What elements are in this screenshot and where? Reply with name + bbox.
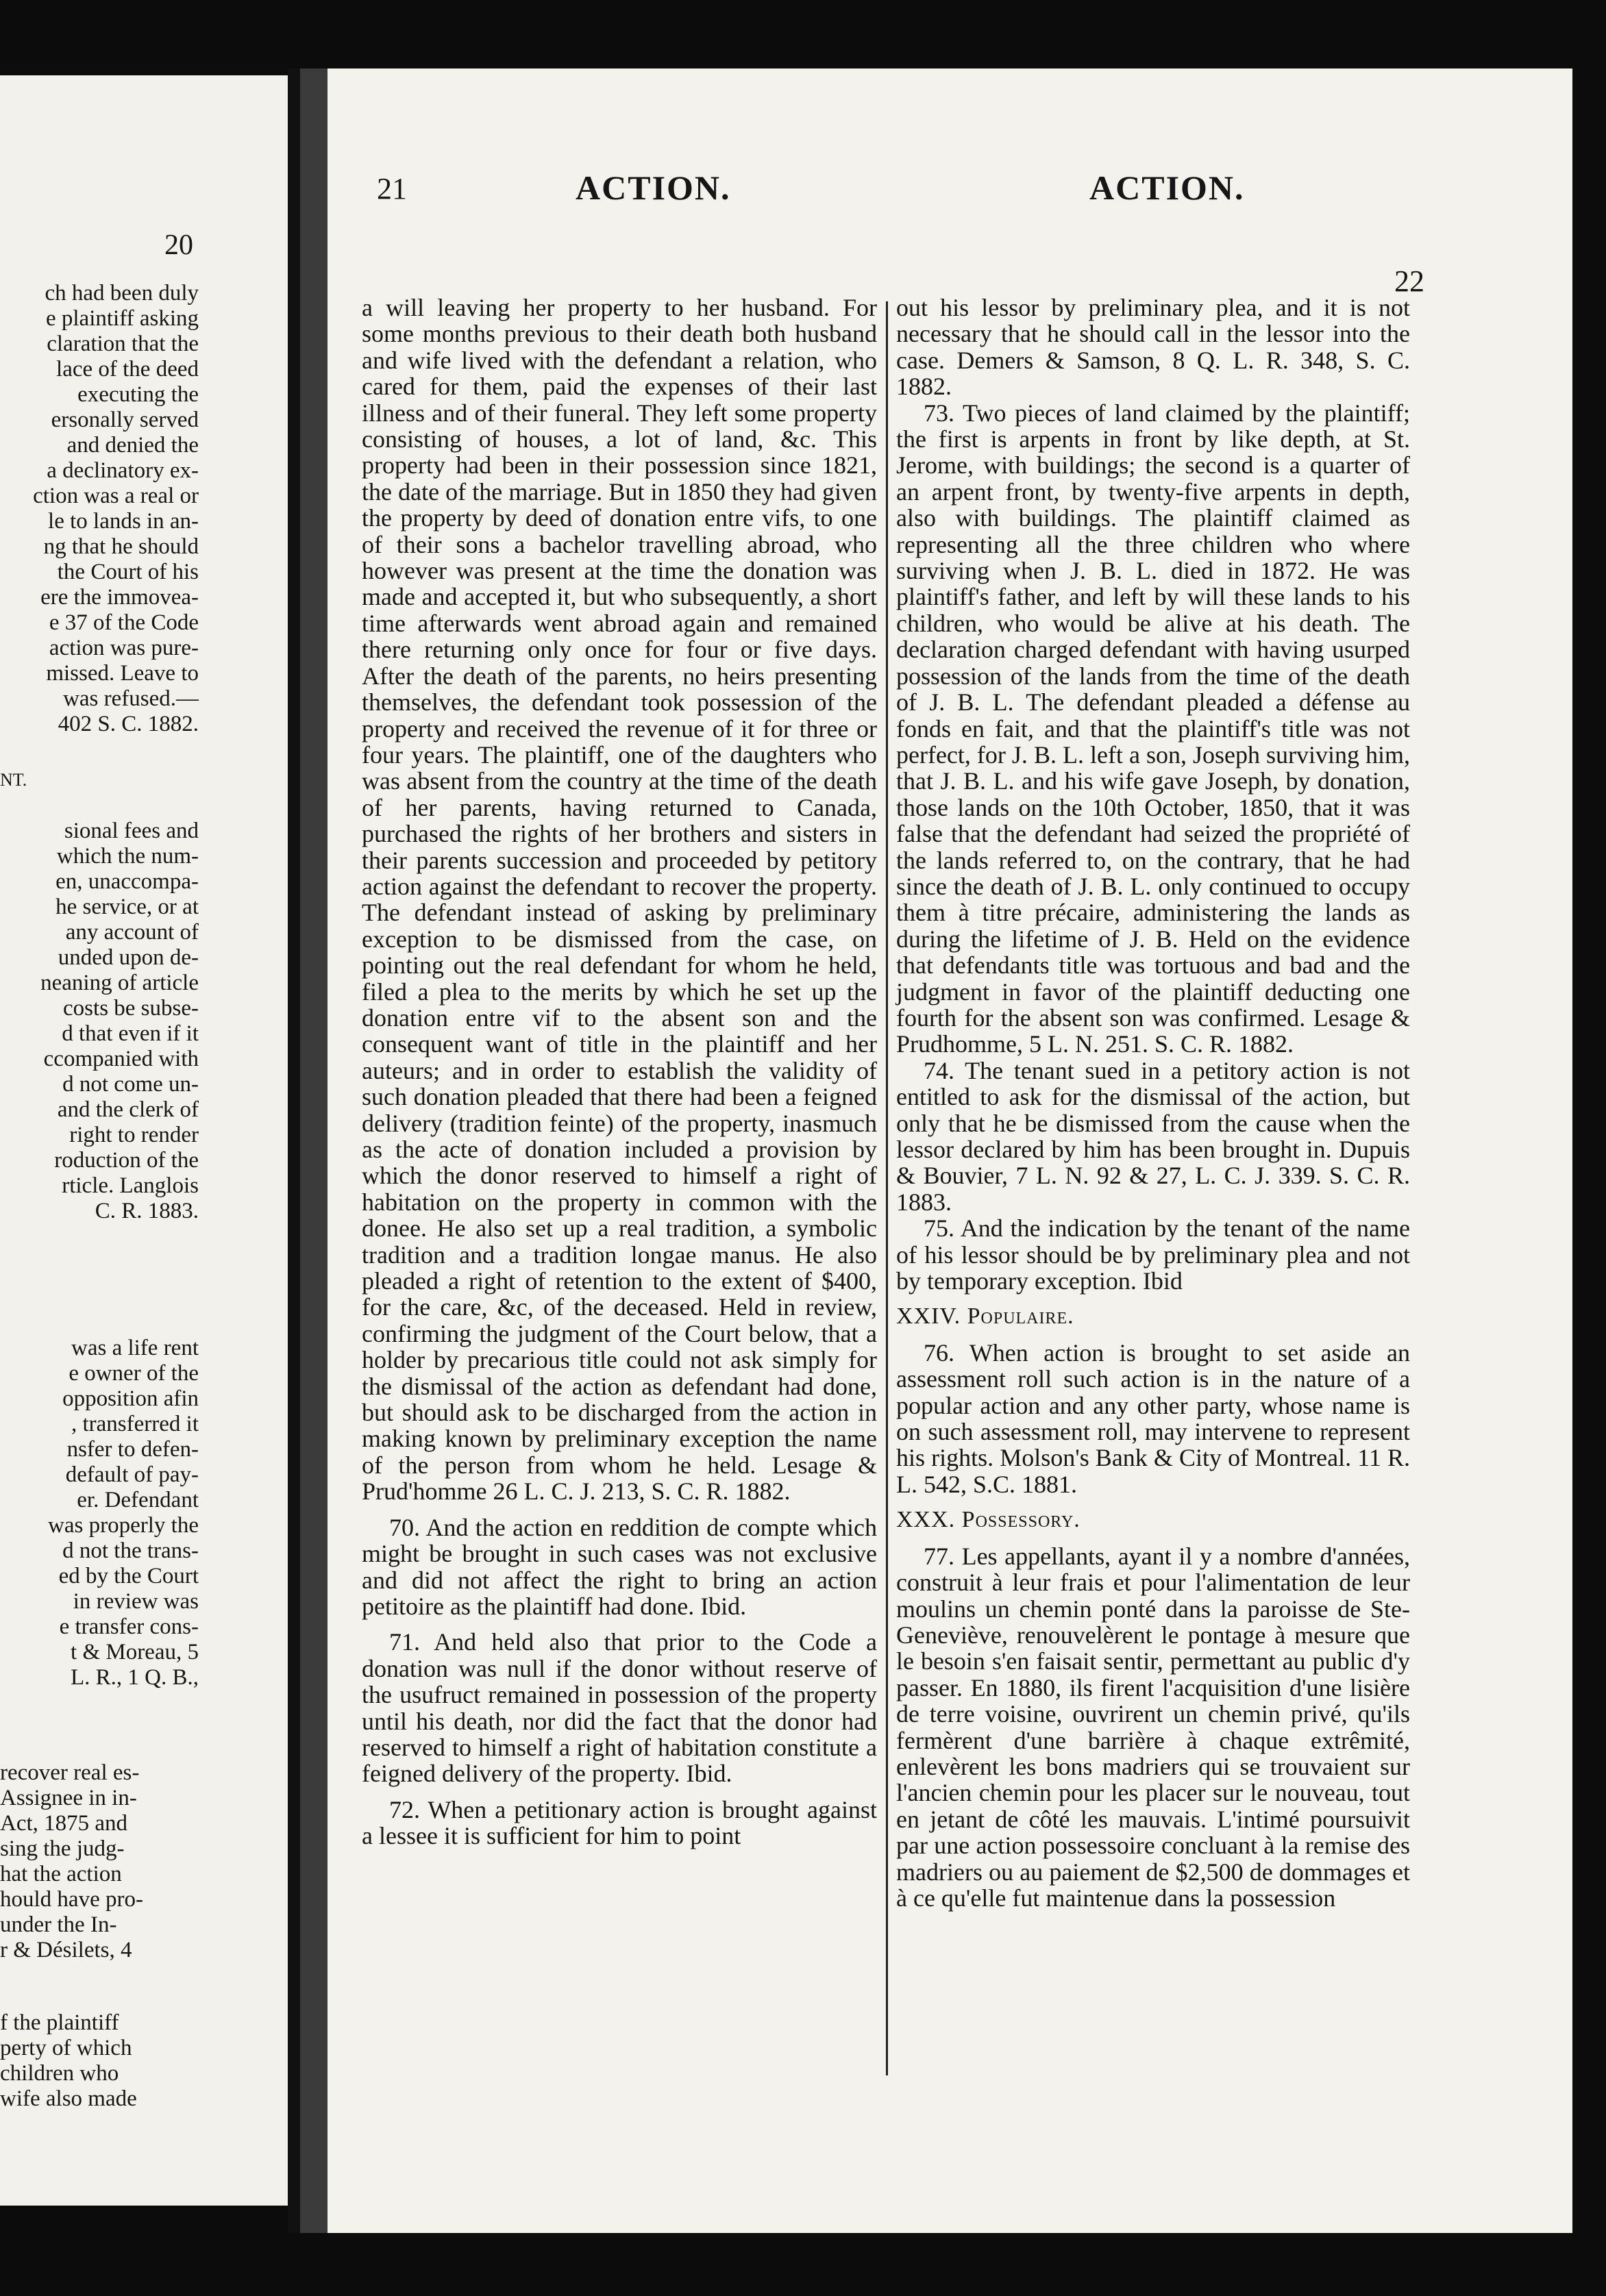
left-page-line: was properly the — [48, 1513, 199, 1538]
left-page-line: d not come un- — [62, 1072, 199, 1097]
left-page-line: ed by the Court — [58, 1564, 199, 1588]
left-page-line: le to lands in an- — [48, 509, 199, 534]
left-page-number: 20 — [164, 229, 193, 261]
paragraph-76: 76. When action is brought to set aside an assessment roll such action is in the nature of a popular action and any other party, whose name is on such assessment roll, may intervene to represent his rights. Molson's Bank & City of Montreal. 11 R. L. 542, S.C. 1881. — [896, 1338, 1410, 1498]
left-page-line: claration that the — [47, 332, 199, 356]
paragraph-69-continued: a will leaving her property to her husband. For some months previous to their death both husband and wife lived with the defendant a relation, who cared for them, paid the expenses of their last illness and of their funeral. They left some property consisting of houses, a lot of land, &c. This property had been in their possession since 1821, the date of the marriage. But in 1850 they had given the property by deed of donation entre vifs, to one of their sons a bachelor travelling abroad, who however was present at the time the donation was made and accepted it, but who subsequently, a short time afterwards went abroad again and remained there returning only once for four or five days. After the death of the parents, no heirs presenting themselves, the defendant took possession of the property and received the revenue of it for three or four years. The plaintiff, one of the daughters who was absent from the country at the time of the death of her parents, having returned to Canada, purchased the rights of her brothers and sisters in their parents succession and proceeded by petitory action against the defendant to recover the property. The defendant instead of asking by preliminary exception to be dismissed from the case, on pointing out the real defendant for whom he held, filed a plea to the merits by which he set up the donation entre vif to the absent son and the consequent want of title in the plaintiff and her auteurs; and in order to establish the validity of such donation pleaded that there had been a feigned delivery (tradition feinte) of the property, inasmuch as the acte of donation included a provision by which the donor reserved to himself a right of habitation on the property in common with the donee. He also set up a real tradition, a symbolic tradition and a tradition longae manus. He also pleaded a right of retention to the extent of $400, for the care, &c, of the deceased. Held in review, confirming the judgment of the Court below, that a holder by precarious title could not ask simply for the dismissal of the action as defendant had done, but should ask to be discharged from the action in making known by preliminary exception the name of the person from whom he held. Lesage & Prud'homme 26 L. C. J. 213, S. C. R. 1882. — [362, 294, 877, 1506]
left-page-line: roduction of the — [54, 1148, 199, 1173]
left-block-e — [0, 2010, 199, 2112]
left-page-line: in review was — [73, 1589, 199, 1614]
column-right — [896, 295, 1410, 1911]
left-block-d — [0, 1760, 199, 1963]
left-page-line: which the num- — [56, 844, 199, 869]
left-page-line: ction was a real or — [33, 484, 199, 508]
left-page-line: sional fees and — [64, 819, 199, 843]
paragraph-71: 71. And held also that prior to the Code a donation was null if the donor without reserve of the usufruct remained in possession of the property until his death, nor did the fact that the donor had reserved to himself a right of habitation constitute a feigned delivery of the property. Ibid. — [362, 1628, 877, 1788]
left-page-line: sing the judg- — [0, 1836, 125, 1861]
left-page-line: lace of the deed — [56, 357, 199, 382]
left-page-line: any account of — [65, 920, 199, 945]
left-page-line: unded upon de- — [58, 945, 199, 970]
left-page-line: 402 S. C. 1882. — [58, 712, 199, 736]
section-heading-xxx: XXX. Possessory. — [896, 1507, 1080, 1533]
left-page-line: L. R., 1 Q. B., — [70, 1665, 199, 1690]
left-block-b — [0, 819, 199, 1224]
left-page-line: and the clerk of — [57, 1097, 199, 1122]
left-page-line: , transferred it — [71, 1412, 199, 1436]
paragraph-75: 75. And the indication by the tenant of the name of his lessor should be by preliminary plea and not by temporary exception. Ibid — [896, 1214, 1410, 1295]
left-page-line: e plaintiff asking — [45, 306, 199, 331]
page-gutter-shadow — [300, 68, 328, 2233]
left-page-line: was a life rent — [71, 1336, 199, 1360]
section-heading-xxiv: XXIV. Populaire. — [896, 1303, 1074, 1330]
left-page-line: C. R. 1883. — [95, 1199, 199, 1223]
left-page-line: r & Désilets, 4 — [0, 1938, 132, 1962]
left-page-line: ersonally served — [51, 408, 199, 432]
left-page-line: recover real es- — [0, 1760, 140, 1785]
left-page-line: he service, or at — [55, 895, 199, 919]
left-page-line: ng that he should — [43, 534, 199, 559]
left-block-a — [0, 281, 199, 737]
left-page-line: e owner of the — [69, 1361, 199, 1386]
left-page-line: neaning of article — [40, 971, 199, 995]
left-page-line: action was pure- — [49, 636, 199, 660]
left-page-line: d that even if it — [62, 1021, 199, 1046]
left-page-line: was refused.— — [63, 686, 199, 711]
left-page-line: right to render — [69, 1123, 199, 1147]
left-page-line: e 37 of the Code — [49, 610, 199, 635]
left-page-line: nsfer to defen- — [66, 1437, 199, 1462]
left-page-line: ccompanied with — [43, 1047, 199, 1071]
left-page-line: rticle. Langlois — [62, 1173, 199, 1198]
left-page-line: en, unaccompa- — [55, 869, 199, 894]
page-number-22: 22 — [1394, 264, 1424, 298]
left-page-line: a declinatory ex- — [47, 458, 199, 483]
left-page-line: Act, 1875 and — [0, 1811, 128, 1836]
left-page-line: default of pay- — [65, 1462, 199, 1487]
left-page-line: d not the trans- — [62, 1538, 199, 1563]
paragraph-74: 74. The tenant sued in a petitory action is not entitled to ask for the dismissal of the action, but only that he be dismissed from the cause when the lessor declared by him has been brought in. Dupuis & Bouvier, 7 L. N. 92 & 27, L. C. J. 339. S. C. R. 1883. — [896, 1056, 1410, 1216]
left-page-line: t & Moreau, 5 — [71, 1640, 199, 1664]
left-page-line: perty of which — [0, 2036, 132, 2060]
left-page-line: f the plaintiff — [0, 2010, 119, 2035]
left-page-line: missed. Leave to — [46, 661, 199, 686]
left-page-line: er. Defendant — [77, 1488, 199, 1512]
left-page-line: and denied the — [66, 433, 199, 458]
left-block-c — [0, 1336, 199, 1690]
left-section-label: NT. — [0, 770, 27, 790]
left-page-line: hould have pro- — [0, 1887, 143, 1912]
running-title-left: ACTION. — [576, 169, 731, 207]
column-left — [362, 295, 877, 1849]
left-page-line: the Court of his — [57, 560, 199, 584]
column-divider — [886, 301, 888, 2075]
left-page-line: e transfer cons- — [59, 1614, 199, 1639]
left-page-line: under the In- — [0, 1912, 117, 1937]
running-title-right: ACTION. — [1089, 169, 1245, 207]
left-page-line: executing the — [77, 382, 199, 407]
left-page-line: children who — [0, 2061, 119, 2086]
left-page-line: ere the immovea- — [40, 585, 199, 610]
book-binding — [288, 68, 301, 2233]
paragraph-77: 77. Les appellants, ayant il y a nombre d'années, construit à leur frais et pour l'alimentation de leur moulins un chemin ponté dans la paroisse de Ste-Geneviève, renouvelèrent le pontage à mesure que le besoin s'en faisait sentir, permettant au public d'y passer. En 1880, ils firent l'acquisition d'une lisière de terre voisine, ouvrirent un chemin privé, qu'ils fermèrent d'une barrière à chaque extrêmité, enlevèrent les bons madriers qui se trouvaient sur l'ancien chemin pour les placer sur le nouveau, tout en jetant de côté les mauvais. L'intimé poursuivit par une action possessoire concluant à la remise des madriers ou au paiement de $2,500 de dommages et à ce qu'elle fut maintenue dans la possession — [896, 1542, 1410, 1912]
paragraph-70: 70. And the action en reddition de compte which might be brought in such cases was not exclusive and did not affect the right to bring an action petitoire as the plaintiff had done. Ibid. — [362, 1513, 877, 1620]
paragraph-73: 73. Two pieces of land claimed by the plaintiff; the first is arpents in front by like depth, at St. Jerome, with buildings; the second is a quarter of an arpent front, by twenty-five arpents in depth, also with buildings. The plaintiff claimed as representing all the three children who where surviving when J. B. L. died in 1872. He was plaintiff's father, and left by will these lands to his children, who would be alive at his death. The declaration charged defendant with having usurped possession of the lands from the time of the death of J. B. L. The defendant pleaded a défense au fonds en fait, and that the plaintiff's title was not perfect, for J. B. L. left a son, Joseph surviving him, that J. B. L. and his wife gave Joseph, by donation, those lands on the 10th October, 1850, that it was false that the defendant had seized the propriété of the lands referred to, on the contrary, that he had since the death of J. B. L. only continued to occupy them à titre précaire, administering the lands as during the lifetime of J. B. Held on the evidence that defendants title was tortuous and bad and the judgment in favor of the plaintiff deducting one fourth for the absent son was confirmed. Lesage & Prudhomme, 5 L. N. 251. S. C. R. 1882. — [896, 399, 1410, 1058]
left-page-line: ch had been duly — [45, 281, 199, 305]
page-number-21: 21 — [377, 172, 407, 205]
left-page-line: opposition afin — [62, 1386, 199, 1411]
left-page-line: wife also made — [0, 2086, 137, 2111]
left-page — [0, 75, 292, 2206]
paragraph-72: 72. When a petitionary action is brought against a lessee it is sufficient for him to point — [362, 1795, 877, 1850]
left-page-line: costs be subse- — [63, 996, 199, 1021]
left-page-line: Assignee in in- — [0, 1786, 137, 1810]
paragraph-72-continued: out his lessor by preliminary plea, and it is not necessary that he should call in the lessor into the case. Demers & Samson, 8 Q. L. R. 348, S. C. 1882. — [896, 294, 1410, 401]
left-page-line: hat the action — [0, 1862, 122, 1886]
